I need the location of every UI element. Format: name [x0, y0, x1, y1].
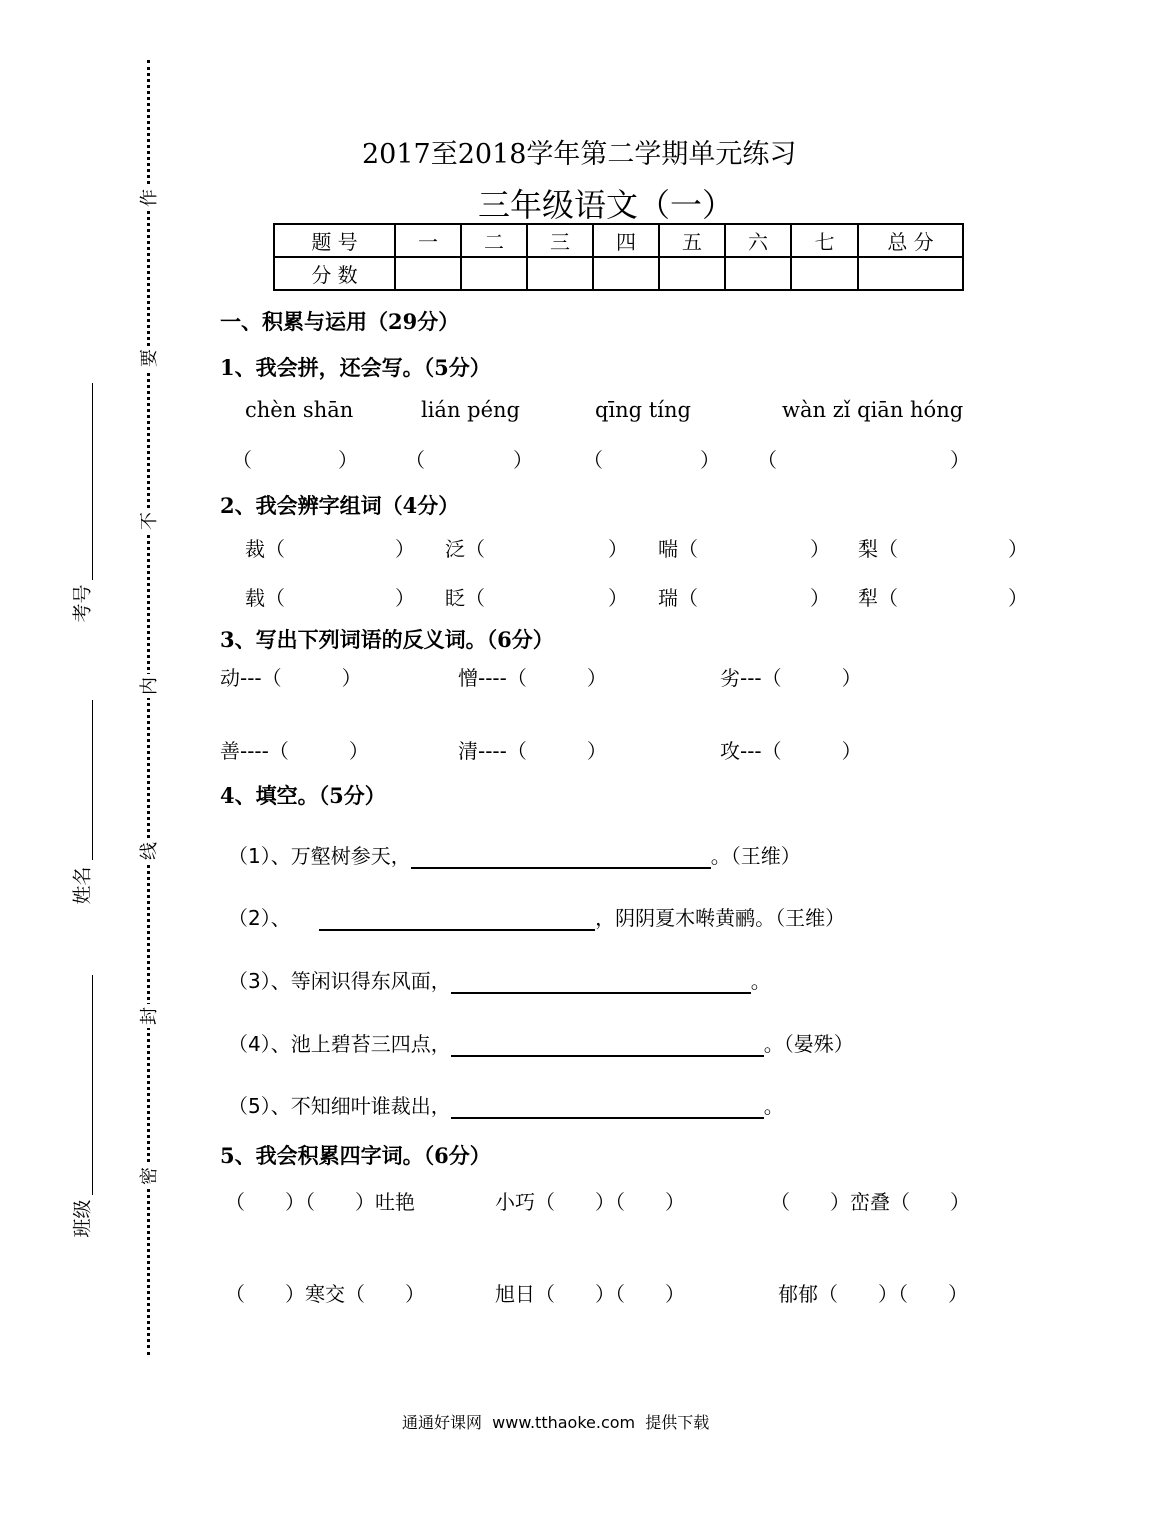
word-item: ） — [810, 586, 830, 610]
fill-prefix: （1）、万壑树参天， — [228, 844, 411, 868]
fill-prefix: （3）、等闲识得东风面， — [228, 969, 451, 993]
fill-prefix: （2）、 — [228, 906, 298, 930]
fill-item — [228, 965, 771, 994]
fill-suffix: 。 — [763, 1094, 784, 1118]
score-cell[interactable] — [791, 257, 858, 290]
word-item: 瑞（ — [658, 586, 698, 610]
word-item: 裁（ — [245, 537, 285, 561]
fill-blank[interactable] — [451, 972, 751, 994]
word-item: ） — [1008, 537, 1028, 561]
table-header: 一 — [395, 224, 461, 257]
pinyin: wàn zǐ qiān hóng — [782, 398, 964, 422]
fill-blank[interactable] — [451, 1035, 764, 1057]
seal-char: 作 — [135, 186, 161, 210]
fill-suffix: 。 — [750, 969, 771, 993]
word-item: ） — [395, 537, 415, 561]
idiom-item: 旭日（ ）（ ） — [495, 1282, 685, 1306]
name-label: 姓名 — [71, 866, 94, 905]
table-header: 二 — [461, 224, 527, 257]
question-heading: 3、写出下列词语的反义词。（6分） — [220, 627, 554, 652]
idiom-item: （ ）寒交（ ） — [225, 1282, 425, 1306]
score-cell[interactable] — [725, 257, 791, 290]
word-item: 泛（ — [445, 537, 485, 561]
idiom-item: 郁郁（ ）（ ） — [778, 1282, 968, 1306]
antonym-item: 憎----（ ） — [458, 666, 607, 690]
answer-bracket-open[interactable]: （ — [757, 448, 777, 472]
question-heading: 2、我会辨字组词（4分） — [220, 493, 460, 518]
score-cell[interactable] — [527, 257, 593, 290]
fill-suffix: ，阴阴夏木啭黄鹂。（王维） — [595, 906, 846, 930]
seal-line — [147, 60, 150, 1355]
word-item: ） — [1008, 586, 1028, 610]
exam-number-line[interactable] — [92, 383, 93, 580]
fill-item — [228, 1090, 784, 1119]
score-cell[interactable] — [858, 257, 963, 290]
idiom-item: （ ）峦叠（ ） — [770, 1190, 970, 1214]
word-item: ） — [608, 586, 628, 610]
question-heading: 5、我会积累四字词。（6分） — [220, 1143, 491, 1168]
fill-blank[interactable] — [451, 1097, 764, 1119]
table-header: 总 分 — [858, 224, 963, 257]
answer-bracket-close: ） — [950, 448, 970, 472]
table-header: 三 — [527, 224, 593, 257]
page-subtitle: 2017至2018学年第二学期单元练习 — [362, 139, 797, 170]
word-item: 喘（ — [658, 537, 698, 561]
word-item: ） — [810, 537, 830, 561]
word-item: 眨（ — [445, 586, 485, 610]
answer-bracket-open[interactable]: （ — [583, 448, 603, 472]
answer-bracket-close: ） — [700, 448, 720, 472]
answer-bracket-close: ） — [338, 448, 358, 472]
seal-char: 线 — [135, 839, 161, 863]
fill-suffix: 。（王维） — [710, 844, 801, 868]
score-cell[interactable] — [461, 257, 527, 290]
antonym-item: 善----（ ） — [220, 739, 369, 763]
table-header: 七 — [791, 224, 858, 257]
seal-char: 封 — [135, 1004, 161, 1028]
fill-prefix: （4）、池上碧苔三四点， — [228, 1032, 451, 1056]
score-cell[interactable] — [659, 257, 725, 290]
answer-bracket-open[interactable]: （ — [405, 448, 425, 472]
class-line[interactable] — [92, 975, 93, 1195]
antonym-item: 攻---（ ） — [720, 739, 862, 763]
fill-prefix: （5）、不知细叶谁裁出， — [228, 1094, 451, 1118]
word-item: 犁（ — [858, 586, 898, 610]
question-heading: 1、我会拼，还会写。（5分） — [220, 355, 491, 380]
footer-text: 通通好课网 www.tthaoke.com 提供下载 — [402, 1413, 710, 1432]
table-header: 四 — [593, 224, 659, 257]
answer-bracket-close: ） — [513, 448, 533, 472]
fill-item — [228, 840, 801, 869]
score-table — [273, 223, 964, 291]
idiom-item: 小巧（ ）（ ） — [495, 1190, 685, 1214]
seal-char: 内 — [135, 674, 161, 698]
question-heading: 4、填空。（5分） — [220, 783, 386, 808]
class-label: 班级 — [71, 1199, 94, 1238]
fill-blank[interactable] — [411, 847, 711, 869]
fill-suffix: 。（晏殊） — [763, 1032, 854, 1056]
pinyin: chèn shān — [245, 398, 354, 422]
antonym-item: 清----（ ） — [458, 739, 607, 763]
word-item: ） — [608, 537, 628, 561]
fill-item — [228, 1028, 854, 1057]
table-header: 题 号 — [274, 224, 395, 257]
seal-char: 要 — [135, 346, 161, 370]
page-title: 三年级语文（一） — [478, 186, 735, 224]
exam-number-label: 考号 — [71, 584, 94, 623]
fill-item — [228, 902, 845, 931]
word-item: ） — [395, 586, 415, 610]
pinyin: qīng tíng — [595, 398, 691, 422]
section-heading: 一、积累与运用（29分） — [220, 309, 460, 334]
fill-blank[interactable] — [319, 909, 595, 931]
table-header: 六 — [725, 224, 791, 257]
word-item: 载（ — [245, 586, 285, 610]
table-header: 五 — [659, 224, 725, 257]
score-row-label: 分 数 — [274, 257, 395, 290]
seal-char: 密 — [135, 1164, 161, 1188]
antonym-item: 劣---（ ） — [720, 666, 862, 690]
antonym-item: 动---（ ） — [220, 666, 362, 690]
pinyin: lián péng — [421, 398, 520, 422]
word-item: 梨（ — [858, 537, 898, 561]
answer-bracket-open[interactable]: （ — [232, 448, 252, 472]
seal-char: 不 — [135, 509, 161, 533]
idiom-item: （ ）（ ）吐艳 — [225, 1190, 415, 1214]
name-line[interactable] — [92, 700, 93, 860]
score-cell[interactable] — [593, 257, 659, 290]
score-cell[interactable] — [395, 257, 461, 290]
